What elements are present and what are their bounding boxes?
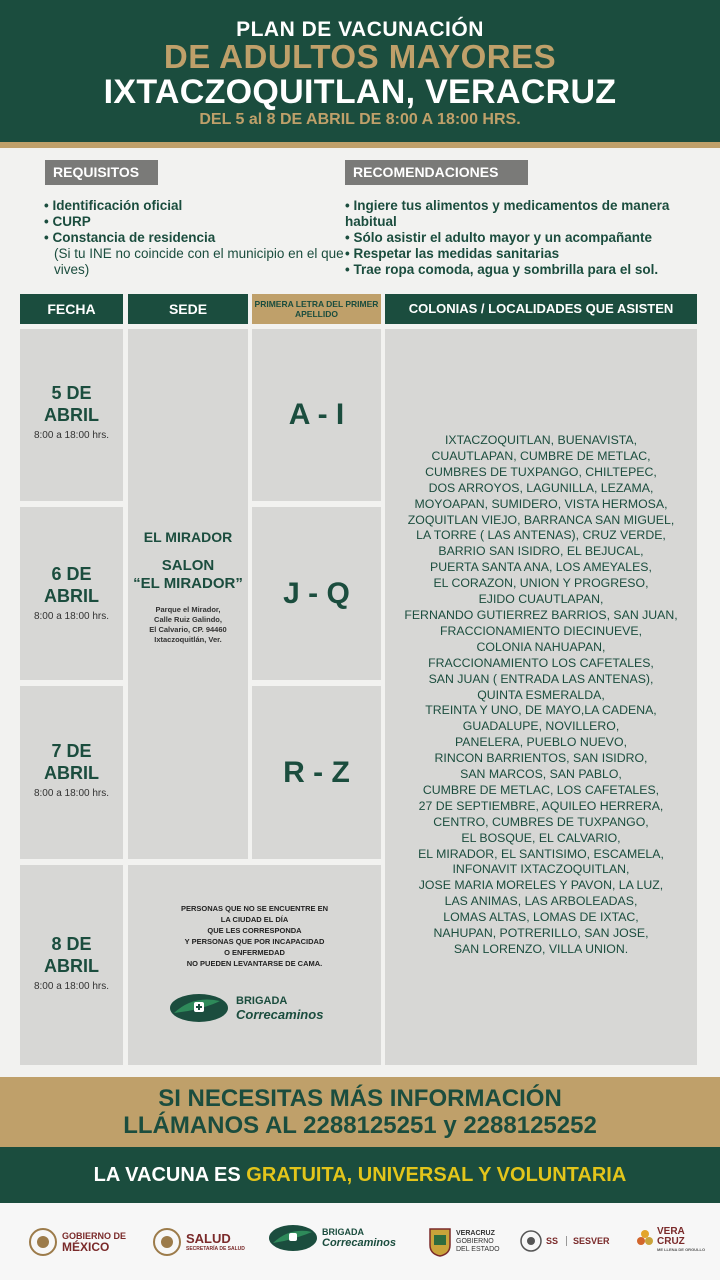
letters-cell-r-z: R - Z <box>252 686 381 859</box>
eagle-seal-icon <box>152 1227 182 1257</box>
column-header-sede: SEDE <box>128 294 248 324</box>
column-header-colonias: COLONIAS / LOCALIDADES QUE ASISTEN <box>385 294 697 324</box>
special-line: Y PERSONAS QUE POR INCAPACIDAD <box>184 937 325 946</box>
column-header-letra: PRIMERA LETRA DEL PRIMER APELLIDO <box>252 294 381 324</box>
state-seal-icon <box>520 1227 542 1255</box>
address-line: Calle Ruiz Galindo, <box>154 615 222 624</box>
colonia-line: INFONAVIT IXTACZOQUITLAN, <box>452 862 630 877</box>
colonia-line: SAN LORENZO, VILLA UNION. <box>453 942 629 956</box>
brigada-label: BRIGADA <box>236 994 288 1007</box>
salud-line: SECRETARÍA DE SALUD <box>186 1245 245 1252</box>
colonia-line: IXTACZOQUITLAN, BUENAVISTA, <box>445 433 637 447</box>
roadrunner-icon <box>168 991 230 1025</box>
sede-cell <box>128 329 248 859</box>
req-note: (Si tu INE no coincide con el municipio en el que vives) <box>54 246 344 277</box>
date-day: 7 DE <box>51 741 92 761</box>
colonia-line: FERNANDO GUTIERREZ BARRIOS, SAN JUAN, <box>404 607 678 622</box>
colonia-line: CUMBRE DE METLAC, LOS CAFETALES, <box>422 782 660 797</box>
recomendaciones-list <box>345 198 705 278</box>
free-prefix: LA VACUNA ES <box>93 1164 247 1186</box>
ss-line: SS <box>546 1236 559 1246</box>
colonia-line: MOYOAPAN, SUMIDERO, VISTA HERMOSA, <box>414 496 668 511</box>
date-month: ABRIL <box>44 586 99 606</box>
veracruz-gobierno-logo <box>428 1227 500 1257</box>
colonia-line: BARRIO SAN ISIDRO, EL BEJUCAL, <box>438 544 644 559</box>
gob-line: GOBIERNO DE <box>62 1230 127 1241</box>
colonia-line: DOS ARROYOS, LAGUNILLA, LEZAMA, <box>428 480 654 495</box>
special-line: LA CIUDAD EL DÍA <box>220 915 289 924</box>
veracruz-line: GOBIERNO <box>456 1238 494 1245</box>
gob-line: MÉXICO <box>62 1239 110 1254</box>
brigada-correcaminos-logo <box>268 1223 396 1253</box>
special-line: QUE LES CORRESPONDA <box>207 926 302 935</box>
date-cell-6 <box>20 507 123 680</box>
brigada-line: Correcaminos <box>322 1236 396 1249</box>
colonia-line: 27 DE SEPTIEMBRE, AQUILEO HERRERA, <box>418 798 664 813</box>
colonia-line: TREINTA Y UNO, DE MAYO,LA CADENA, <box>425 703 657 718</box>
flower-icon <box>636 1228 654 1252</box>
requisitos-title: REQUISITOS <box>45 160 158 185</box>
date-month: ABRIL <box>44 763 99 783</box>
sede-salon <box>128 557 248 593</box>
colonia-line: RINCON BARRIENTOS, SAN ISIDRO, <box>434 751 648 766</box>
shield-icon <box>428 1227 452 1257</box>
colonia-line: JOSE MARIA MORELES Y PAVON, LA LUZ, <box>418 878 664 893</box>
header-banner <box>0 0 720 142</box>
brigada-name: Correcaminos <box>236 1006 324 1022</box>
free-vaccine-banner <box>0 1147 720 1203</box>
date-month: ABRIL <box>44 405 99 425</box>
title-line-2: DE ADULTOS MAYORES <box>163 38 557 75</box>
salud-logo <box>152 1227 245 1257</box>
colonia-line: LA TORRE ( LAS ANTENAS), CRUZ VERDE, <box>416 528 666 543</box>
special-message <box>128 903 381 969</box>
rec-item: • Respetar las medidas sanitarias <box>345 246 560 261</box>
column-header-fecha: FECHA <box>20 294 123 324</box>
date-cell-7 <box>20 686 123 859</box>
colonia-line: FRACCIONAMIENTO LOS CAFETALES, <box>428 655 654 670</box>
info-line: SI NECESITAS MÁS INFORMACIÓN <box>158 1085 562 1112</box>
colonia-line: GUADALUPE, NOVILLERO, <box>462 719 620 734</box>
eagle-seal-icon <box>28 1227 58 1257</box>
logos-strip <box>0 1203 720 1280</box>
sede-name: EL MIRADOR <box>143 529 233 545</box>
address-line: El Calvario, CP. 94460 <box>149 625 227 634</box>
date-cell-8 <box>20 865 123 1065</box>
colonias-cell <box>385 329 697 1065</box>
letters-cell-j-q: J - Q <box>252 507 381 680</box>
rec-item: • Sólo asistir el adulto mayor y un acompañante <box>345 230 653 245</box>
sede-salon-line: SALON <box>161 557 215 574</box>
colonia-line: LOMAS ALTAS, LOMAS DE IXTAC, <box>443 910 639 925</box>
colonia-line: QUINTA ESMERALDA, <box>477 687 605 702</box>
date-day: 6 DE <box>51 564 92 584</box>
brigada-line: BRIGADA <box>322 1226 364 1237</box>
salud-line: SALUD <box>186 1230 231 1246</box>
date-hours: 8:00 a 18:00 hrs. <box>33 611 110 622</box>
colonia-line: LAS ANIMAS, LAS ARBOLEADAS, <box>444 894 638 909</box>
veracruz-line: DEL ESTADO <box>456 1246 500 1253</box>
colonia-line: EL BOSQUE, EL CALVARIO, <box>461 830 621 845</box>
free-highlight: GRATUITA, UNIVERSAL Y VOLUNTARIA <box>246 1164 627 1186</box>
sesver-logo <box>520 1227 610 1255</box>
address-line: Parque el Mirador, <box>155 605 221 614</box>
colonia-line: SAN MARCOS, SAN PABLO, <box>460 767 622 782</box>
info-banner <box>0 1077 720 1147</box>
colonia-line: SAN JUAN ( ENTRADA LAS ANTENAS), <box>428 671 654 686</box>
date-hours: 8:00 a 18:00 hrs. <box>33 430 110 441</box>
req-item: • Identificación oficial <box>44 198 183 213</box>
title-location: IXTACZOQUITLAN, VERACRUZ <box>103 73 617 111</box>
brigada-logo <box>168 991 323 1025</box>
info-phones: LLÁMANOS AL 2288125251 y 2288125252 <box>123 1112 597 1139</box>
vc-line: ME LLENA DE ORGULLO <box>657 1247 706 1252</box>
special-cases-cell <box>128 865 381 1065</box>
gobierno-mexico-logo <box>28 1227 126 1257</box>
colonia-line: COLONIA NAHUAPAN, <box>476 639 606 654</box>
title-line-1: PLAN DE VACUNACIÓN <box>236 18 484 41</box>
special-line: PERSONAS QUE NO SE ENCUENTRE EN <box>180 904 329 913</box>
recomendaciones-title: RECOMENDACIONES <box>345 160 528 185</box>
sede-salon-line: “EL MIRADOR” <box>133 575 243 592</box>
colonia-line: PANELERA, PUEBLO NUEVO, <box>455 735 627 750</box>
sede-address <box>128 605 248 645</box>
date-cell-5 <box>20 329 123 501</box>
vc-line: CRUZ <box>657 1236 685 1247</box>
address-line: Ixtaczoquitlán, Ver. <box>154 635 222 644</box>
colonia-line: PUERTA SANTA ANA, LOS AMEYALES, <box>430 560 652 575</box>
veracruz-line: VERACRUZ <box>456 1230 495 1237</box>
rec-item: • Trae ropa comoda, agua y sombrilla para el sol. <box>345 262 659 277</box>
colonia-line: CENTRO, CUMBRES DE TUXPANGO, <box>433 814 649 829</box>
colonia-line: CUMBRES DE TUXPANGO, CHILTEPEC, <box>425 464 657 479</box>
colonia-line: FRACCIONAMIENTO DIECINUEVE, <box>439 623 642 638</box>
special-line: NO PUEDEN LEVANTARSE DE CAMA. <box>186 959 323 968</box>
title-dates: DEL 5 al 8 DE ABRIL DE 8:00 A 18:00 HRS. <box>199 111 521 128</box>
vc-line: VERA <box>657 1226 685 1237</box>
colonia-line: CUAUTLAPAN, CUMBRE DE METLAC, <box>431 448 651 463</box>
date-month: ABRIL <box>44 956 99 976</box>
date-day: 8 DE <box>51 934 92 954</box>
rec-item: • Ingiere tus alimentos y medicamentos de manera habitual <box>345 198 670 229</box>
date-hours: 8:00 a 18:00 hrs. <box>33 788 110 799</box>
colonia-line: ZOQUITLAN VIEJO, BARRANCA SAN MIGUEL, <box>407 512 675 527</box>
header-divider <box>0 142 720 148</box>
requisitos-list <box>44 198 344 278</box>
colonia-line: EL MIRADOR, EL SANTISIMO, ESCAMELA, <box>418 846 664 861</box>
sesver-line: SESVER <box>573 1236 610 1246</box>
colonia-line: EJIDO CUAUTLAPAN, <box>478 592 604 607</box>
letters-cell-a-i: A - I <box>252 329 381 501</box>
colonia-line: EL CORAZON, UNION Y PROGRESO, <box>433 576 649 591</box>
roadrunner-icon <box>268 1223 318 1253</box>
veracruz-orgullo-logo <box>636 1227 705 1253</box>
req-item: • Constancia de residencia <box>44 230 216 245</box>
req-item: • CURP <box>44 214 91 229</box>
colonia-line: NAHUPAN, POTRERILLO, SAN JOSE, <box>433 926 649 941</box>
date-day: 5 DE <box>51 383 92 403</box>
special-line: O ENFERMEDAD <box>224 948 285 957</box>
date-hours: 8:00 a 18:00 hrs. <box>33 981 110 992</box>
